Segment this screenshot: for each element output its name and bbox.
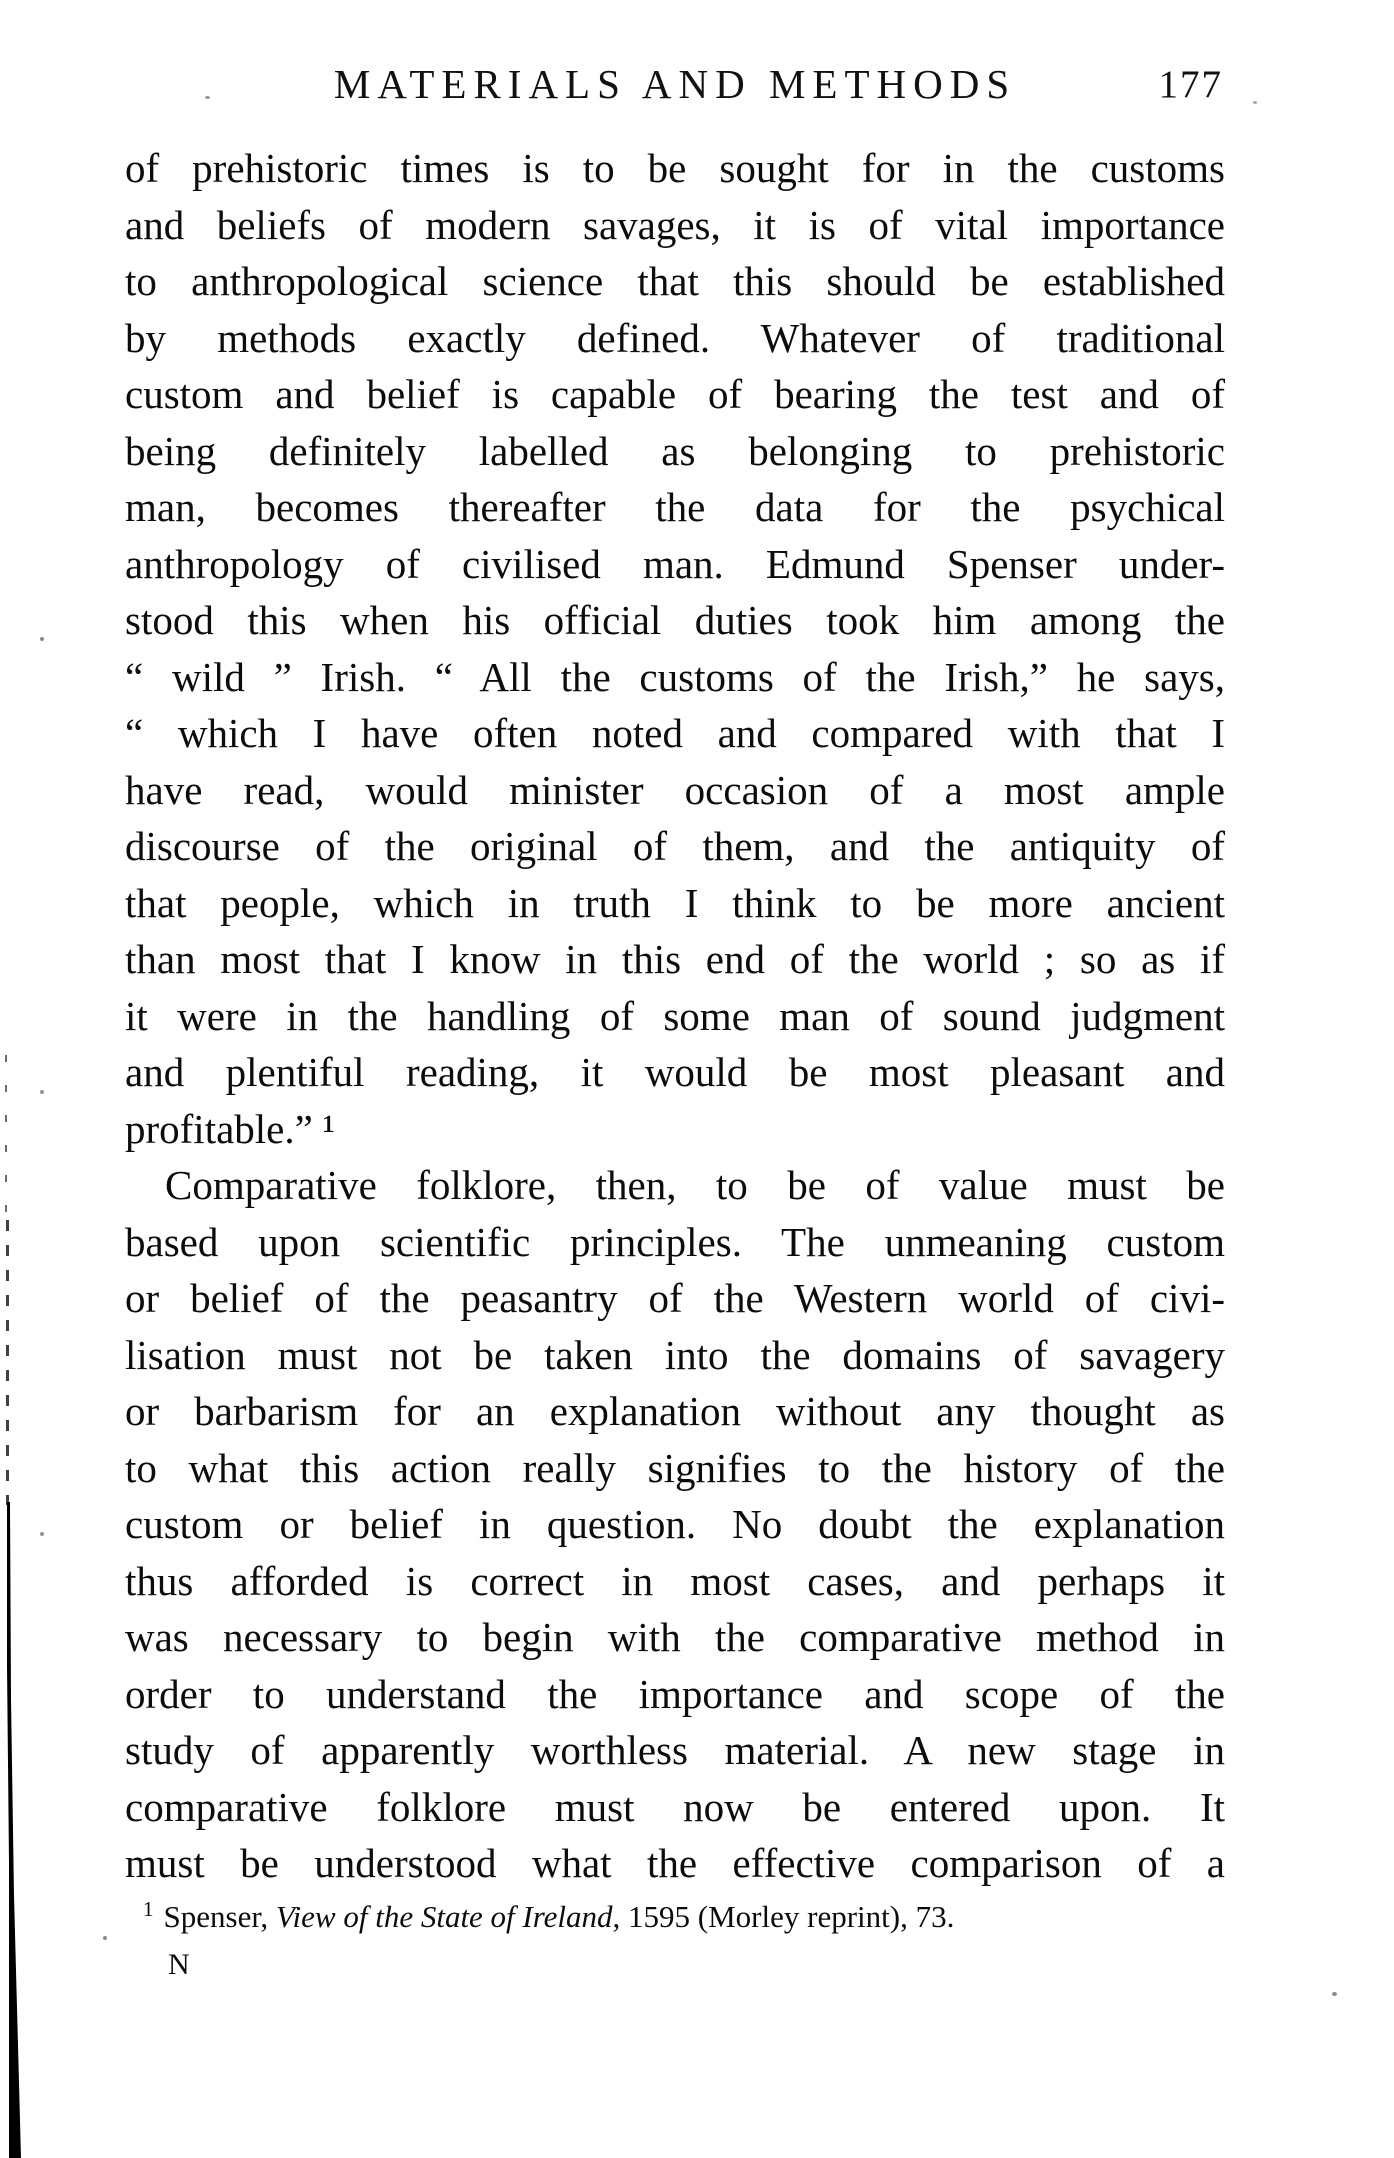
signature-mark: N [168,1948,191,1981]
page-title: MATERIALS AND METHODS [333,61,1017,107]
text-line: or barbarism for an explanation without any thought as [125,1388,1225,1434]
footnote-text-post: , 1595 (Morley reprint), 73. [612,1899,955,1934]
scan-artifact-dashed-streak [6,1220,9,1505]
text-line: custom or belief in question. No doubt the explanation [125,1501,1225,1547]
scan-speck [40,1090,44,1094]
text-line: “ wild ” Irish. “ All the customs of the Irish,” he says, [125,653,1225,700]
text-line: anthropology of civilised man. Edmund Spenser under- [125,540,1225,587]
text-line: and beliefs of modern savages, it is of vital importance [125,201,1225,248]
scan-artifact-dashed-streak [5,1055,7,1220]
text-line: based upon scientific principles. The unmeaning custom [125,1218,1225,1265]
text-line: custom and belief is capable of bearing the test and of [125,371,1225,417]
scan-speck [40,637,44,641]
text-line: discourse of the original of them, and the antiquity of [125,823,1225,869]
scan-speck [103,1936,107,1940]
page-text [125,140,1225,1892]
footnote-marker: 1 [143,1896,154,1921]
footnote [143,1897,1233,1937]
text-line: lisation must not be taken into the domains of savagery [125,1331,1225,1378]
text-line: profitable.” ¹ [125,1105,335,1152]
text-line: to what this action really signifies to the history of the [125,1444,1225,1491]
text-line: and plentiful reading, it would be most pleasant and [125,1049,1225,1095]
page-number: 177 [1158,63,1223,106]
scan-artifact-solid-streak [0,1502,30,2158]
text-line: was necessary to begin with the comparative method in [125,1614,1225,1660]
text-line: being definitely labelled as belonging to prehistoric [125,427,1225,474]
text-line: than most that I know in this end of the world ; so as if [125,936,1225,982]
text-line: have read, would minister occasion of a most ample [125,766,1225,813]
scan-speck [1253,101,1257,104]
text-line: to anthropological science that this should be established [125,258,1225,304]
text-line: that people, which in truth I think to be more ancient [125,879,1225,926]
text-line: man, becomes thereafter the data for the psychical [125,484,1225,530]
text-line: or belief of the peasantry of the Western world of civi- [125,1275,1225,1321]
text-line: it were in the handling of some man of sound judgment [125,992,1225,1039]
footnote-text-pre: Spenser, [163,1899,276,1934]
text-line: Comparative folklore, then, to be of value must be [165,1162,1225,1208]
text-line: “ which I have often noted and compared with that I [125,710,1225,756]
running-head [125,60,1225,110]
scan-speck [205,96,210,99]
text-line: comparative folklore must now be entered upon. It [125,1783,1225,1830]
text-line: of prehistoric times is to be sought for in the customs [125,145,1225,191]
text-line: order to understand the importance and scope of the [125,1670,1225,1717]
footnote-book-title: View of the State of Ireland [275,1899,613,1934]
text-line: stood this when his official duties took him among the [125,597,1225,643]
scan-speck [40,1532,44,1536]
text-line: by methods exactly defined. Whatever of traditional [125,314,1225,361]
text-line: must be understood what the effective comparison of a [125,1840,1225,1886]
text-line: study of apparently worthless material. A new stage in [125,1727,1225,1773]
scan-speck [1332,1992,1337,1996]
text-line: thus afforded is correct in most cases, and perhaps it [125,1557,1225,1604]
